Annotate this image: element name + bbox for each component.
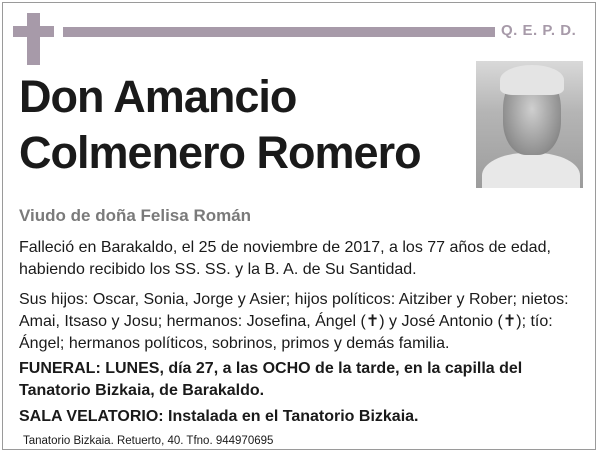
name-line-1: Don Amancio (19, 71, 297, 122)
funeral-home-footer: Tanatorio Bizkaia. Retuerto, 40. Tfno. 944970695 (23, 435, 274, 447)
deceased-name (19, 69, 464, 181)
name-line-2: Colmenero Romero (19, 127, 421, 178)
portrait-shoulders (482, 153, 580, 188)
cross-icon-vertical (27, 13, 40, 65)
family-paragraph: Sus hijos: Oscar, Sonia, Jorge y Asier; hijos políticos: Aitziber y Rober; nietos: Amai, Itsaso y Josu; hermanos: Josefina, Ángel (✝) y José Antonio (✝); tío: Ángel; hermanos políticos, sobrinos, primos y demás familia. (19, 291, 569, 352)
qepd-label: Q. E. P. D. (501, 22, 577, 39)
funeral-paragraph: FUNERAL: LUNES, día 27, a las OCHO de la tarde, en la capilla del Tanatorio Bizkaia, de Barakaldo. (19, 360, 523, 399)
cross-icon-horizontal (13, 26, 54, 37)
portrait-hair (500, 65, 564, 95)
wake-paragraph: SALA VELATORIO: Instalada en el Tanatorio Bizkaia. (19, 408, 419, 425)
header-bar (63, 27, 495, 37)
death-paragraph: Falleció en Barakaldo, el 25 de noviembre de 2017, a los 77 años de edad, habiendo recibido los SS. SS. y la B. A. de Su Santidad. (19, 239, 551, 278)
portrait-photo (476, 61, 583, 188)
obituary-card (2, 2, 596, 450)
widower-subtitle: Viudo de doña Felisa Román (19, 206, 252, 225)
